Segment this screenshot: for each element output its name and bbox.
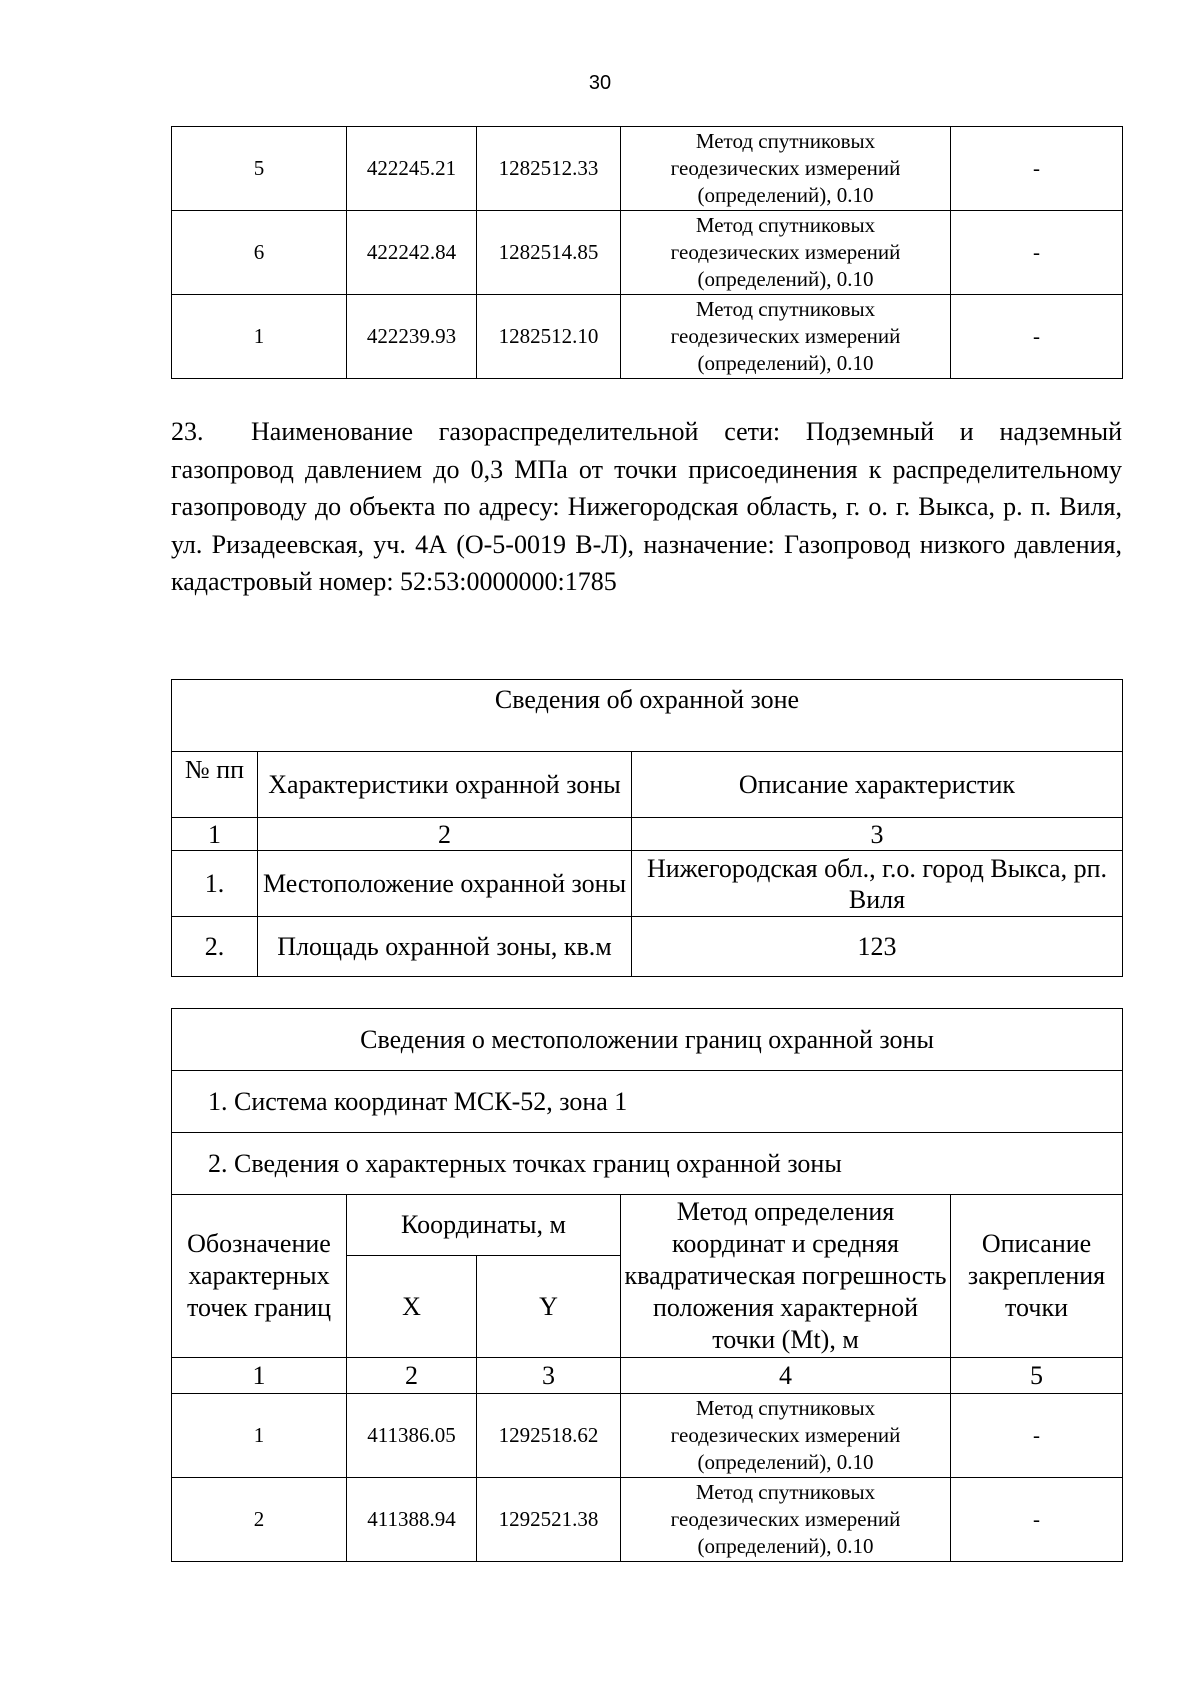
- row-num: 2.: [172, 917, 258, 977]
- method-cell: [621, 1394, 951, 1478]
- header-method: Метод определения координат и средняя квадратическая погрешность положения характерной точки (Mt), м: [621, 1195, 951, 1358]
- method-line: Метод спутниковых: [695, 1480, 876, 1504]
- method-cell: [621, 295, 951, 379]
- col-number: 2: [347, 1358, 477, 1394]
- method-line: (определений), 0.10: [697, 351, 874, 375]
- method-cell: [621, 127, 951, 211]
- coordinate-system: 1. Система координат МСК-52, зона 1: [172, 1071, 1123, 1133]
- col-number: 2: [258, 818, 632, 851]
- coord-x: 422239.93: [347, 295, 477, 379]
- table-row: [172, 211, 1123, 295]
- col-number: 4: [621, 1358, 951, 1394]
- table-row: [172, 295, 1123, 379]
- method-line: геодезических измерений: [670, 324, 901, 348]
- col-number: 3: [477, 1358, 621, 1394]
- col-number: 5: [951, 1358, 1123, 1394]
- row-characteristic: Местоположение охранной зоны: [258, 851, 632, 917]
- coordinates-table-continuation: [171, 126, 1123, 379]
- section-text: Наименование газораспределительной сети: Подземный и надземный газопровод давлением до 0,3 МПа от точки присоединения к распределительному газопроводу до объекта по адресу: Нижегородская область, г. о. г. Выкса, р. п. Виля, ул. Ризадеевская, уч. 4А (О-5-0019 В-Л), назначение: Газопровод низкого давления, кадастровый номер: 52:53:0000000:1785: [171, 417, 1122, 596]
- coord-y: 1282512.33: [477, 127, 621, 211]
- points-title: 2. Сведения о характерных точках границ охранной зоны: [172, 1133, 1123, 1195]
- row-characteristic: Площадь охранной зоны, кв.м: [258, 917, 632, 977]
- method-line: геодезических измерений: [670, 1423, 901, 1447]
- fixing-cell: -: [951, 295, 1123, 379]
- header-point: Обозначение характерных точек границ: [172, 1195, 347, 1358]
- fixing-cell: -: [951, 127, 1123, 211]
- method-line: (определений), 0.10: [697, 183, 874, 207]
- coord-y: 1282512.10: [477, 295, 621, 379]
- method-line: Метод спутниковых: [695, 297, 876, 321]
- point-label: 6: [172, 211, 347, 295]
- method-line: геодезических измерений: [670, 156, 901, 180]
- fixing-cell: -: [951, 1394, 1123, 1478]
- header-description: Описание характеристик: [632, 752, 1123, 818]
- table-row: [172, 917, 1123, 977]
- method-line: (определений), 0.10: [697, 1450, 874, 1474]
- zone-info-table: [171, 679, 1123, 977]
- fixing-cell: -: [951, 1478, 1123, 1562]
- row-description: 123: [632, 917, 1123, 977]
- method-line: Метод спутниковых: [695, 129, 876, 153]
- coord-y: 1292521.38: [477, 1478, 621, 1562]
- table-row: [172, 127, 1123, 211]
- table-title: Сведения о местоположении границ охранной зоны: [172, 1009, 1123, 1071]
- point-label: 1: [172, 295, 347, 379]
- method-line: (определений), 0.10: [697, 1534, 874, 1558]
- fixing-cell: -: [951, 211, 1123, 295]
- point-label: 5: [172, 127, 347, 211]
- header-y: Y: [477, 1256, 621, 1358]
- method-cell: [621, 211, 951, 295]
- coord-x: 422242.84: [347, 211, 477, 295]
- method-line: геодезических измерений: [670, 1507, 901, 1531]
- table-title: Сведения об охранной зоне: [172, 680, 1123, 752]
- method-line: Метод спутниковых: [695, 213, 876, 237]
- col-number: 1: [172, 1358, 347, 1394]
- section-number: 23.: [171, 417, 204, 446]
- header-fixing: Описание закрепления точки: [951, 1195, 1123, 1358]
- point-label: 1: [172, 1394, 347, 1478]
- section-paragraph: [171, 413, 1122, 601]
- coord-y: 1292518.62: [477, 1394, 621, 1478]
- method-line: геодезических измерений: [670, 240, 901, 264]
- coord-x: 422245.21: [347, 127, 477, 211]
- header-num: № пп: [172, 752, 258, 818]
- col-number: 3: [632, 818, 1123, 851]
- point-label: 2: [172, 1478, 347, 1562]
- method-line: Метод спутниковых: [695, 1396, 876, 1420]
- table-row: [172, 1394, 1123, 1478]
- method-cell: [621, 1478, 951, 1562]
- coord-x: 411388.94: [347, 1478, 477, 1562]
- method-line: (определений), 0.10: [697, 267, 874, 291]
- col-number: 1: [172, 818, 258, 851]
- boundary-coordinates-table: [171, 1008, 1123, 1562]
- header-x: X: [347, 1256, 477, 1358]
- header-characteristics: Характеристики охранной зоны: [258, 752, 632, 818]
- table-row: [172, 851, 1123, 917]
- row-num: 1.: [172, 851, 258, 917]
- page-number: 30: [588, 72, 612, 94]
- row-description: Нижегородская обл., г.о. город Выкса, рп. Виля: [632, 851, 1123, 917]
- coord-x: 411386.05: [347, 1394, 477, 1478]
- header-coords: Координаты, м: [347, 1195, 621, 1256]
- table-row: [172, 1478, 1123, 1562]
- coord-y: 1282514.85: [477, 211, 621, 295]
